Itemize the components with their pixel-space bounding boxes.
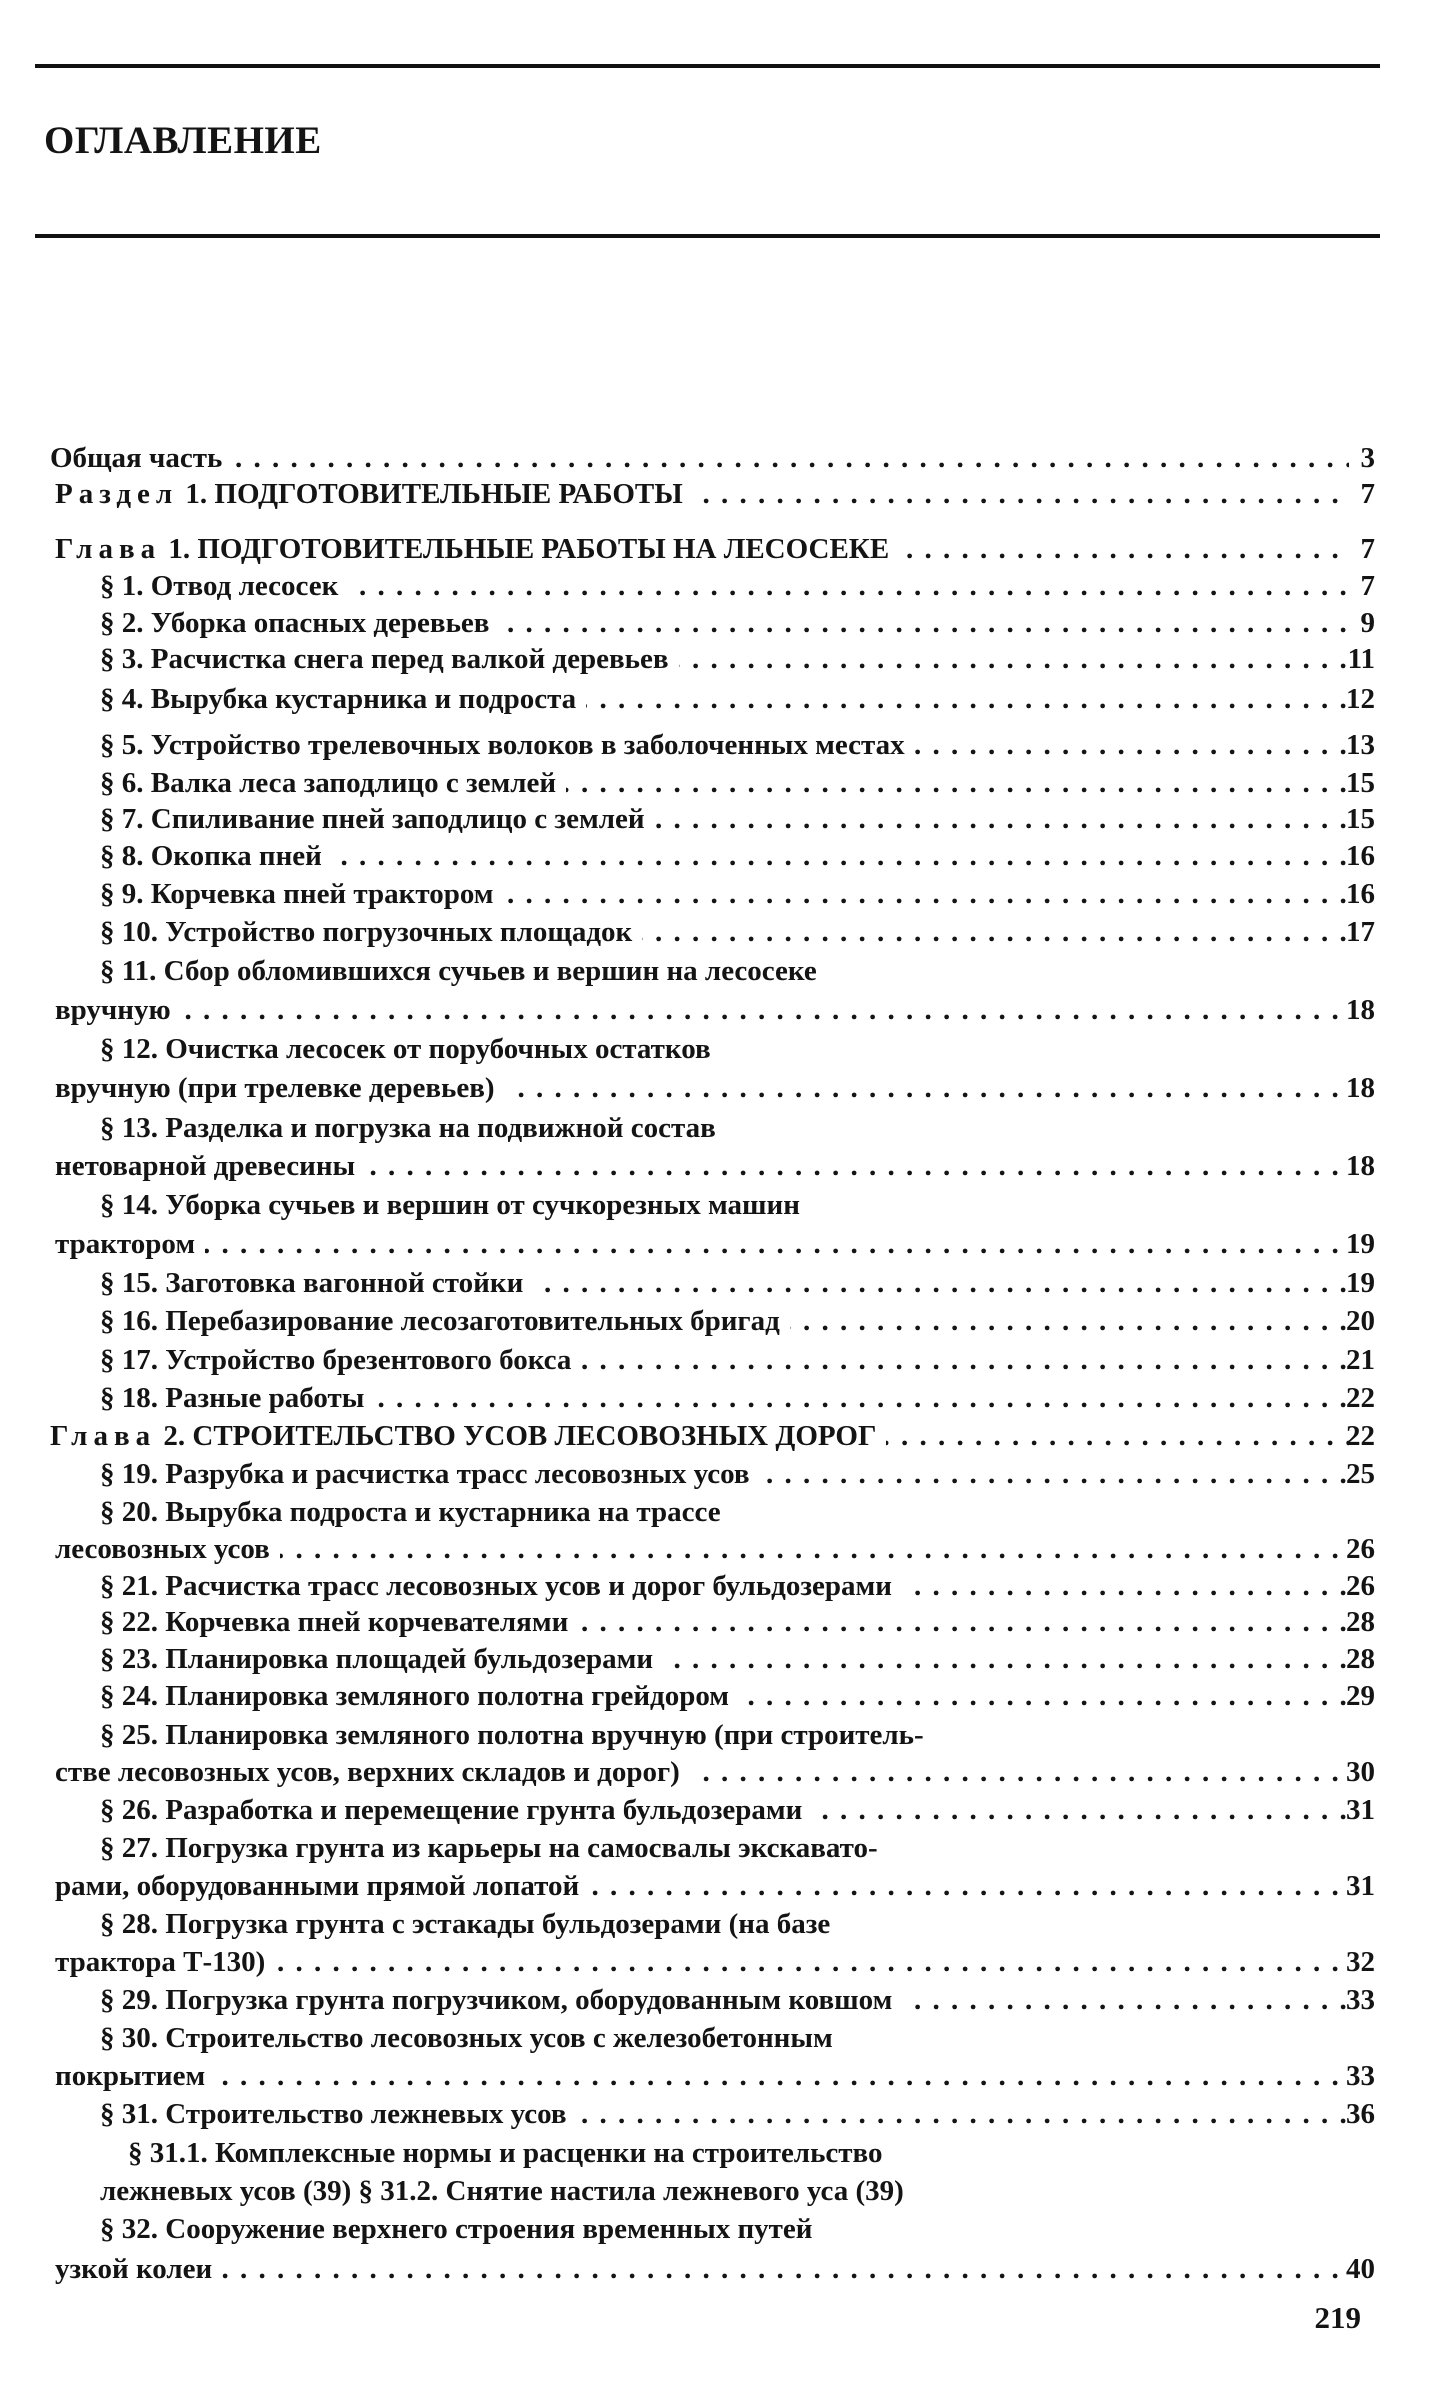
toc-entry-label: рами, оборудованными прямой лопатой bbox=[55, 1870, 580, 1902]
toc-entry-label: § 9. Корчевка пней трактором bbox=[100, 878, 494, 910]
toc-entry-label: § 26. Разработка и перемещение грунта бульдозерами bbox=[100, 1794, 803, 1826]
toc-entry-page: 25 bbox=[1346, 1458, 1375, 1490]
toc-entry bbox=[0, 914, 1429, 950]
page-number: 219 bbox=[1314, 2300, 1361, 2335]
toc-entry-label: § 15. Заготовка вагонной стойки bbox=[100, 1267, 524, 1299]
toc-entry bbox=[0, 1226, 1429, 1262]
page-title: ОГЛАВЛЕНИЕ bbox=[44, 119, 322, 162]
toc-entry bbox=[0, 681, 1429, 717]
toc-entry bbox=[0, 2096, 1429, 2132]
toc-entry-page: 30 bbox=[1346, 1756, 1375, 1788]
toc-entry-label: § 25. Планировка земляного полотна вручную (при строитель- bbox=[100, 1719, 924, 1751]
toc-entry bbox=[0, 1982, 1429, 2018]
toc-entry bbox=[0, 1070, 1429, 1106]
toc-entry-page: 11 bbox=[1347, 643, 1375, 675]
toc-entry-label: § 13. Разделка и погрузка на подвижной состав bbox=[100, 1112, 716, 1144]
toc-entry bbox=[0, 801, 1429, 837]
toc-entry-page: 15 bbox=[1346, 803, 1375, 835]
toc-entry-label: 1. ПОДГОТОВИТЕЛЬНЫЕ РАБОТЫ НА ЛЕСОСЕКЕ bbox=[168, 533, 890, 565]
toc-entry-page: 16 bbox=[1346, 840, 1375, 872]
toc-entry-label: трактора Т-130) bbox=[55, 1946, 266, 1978]
toc-entry-label: § 1. Отвод лесосек bbox=[100, 570, 339, 602]
toc-entry bbox=[0, 605, 1429, 641]
toc-entry bbox=[0, 1494, 1429, 1530]
toc-entry-label: лежневых усов (39) § 31.2. Снятие настила лежневого уса (39) bbox=[100, 2175, 904, 2207]
toc-entry bbox=[0, 2251, 1429, 2287]
toc-entry-label: § 7. Спиливание пней заподлицо с землей bbox=[100, 803, 645, 835]
toc-entry bbox=[0, 1303, 1429, 1339]
toc-entry-label: § 3. Расчистка снега перед валкой деревьев bbox=[100, 643, 669, 675]
toc-entry bbox=[0, 1110, 1429, 1146]
toc-entry-page: 40 bbox=[1346, 2253, 1375, 2285]
toc-entry bbox=[0, 1678, 1429, 1714]
toc-entry-label: § 18. Разные работы bbox=[100, 1382, 365, 1414]
toc-entry bbox=[0, 992, 1429, 1028]
toc-entry-label: трактором bbox=[55, 1228, 196, 1260]
toc-entry-page: 29 bbox=[1346, 1680, 1375, 1712]
toc-entry-label: § 21. Расчистка трасс лесовозных усов и дорог бульдозерами bbox=[100, 1570, 892, 1602]
toc-entry bbox=[0, 2173, 1429, 2209]
toc-entry-label: § 5. Устройство трелевочных волоков в заболоченных местах bbox=[100, 729, 905, 761]
toc-entry-label: вручную bbox=[55, 994, 171, 1026]
toc-entry bbox=[0, 1456, 1429, 1492]
toc-entry-prefix: Глава bbox=[50, 1420, 157, 1452]
toc-entry-page: 18 bbox=[1346, 1150, 1375, 1182]
toc-entry-label: § 23. Планировка площадей бульдозерами bbox=[100, 1643, 654, 1675]
toc-entry-label: § 11. Сбор обломившихся сучьев и вершин на лесосеке bbox=[100, 955, 817, 987]
toc-entry-prefix: Раздел bbox=[55, 478, 179, 510]
toc-entry-label: Общая часть bbox=[50, 442, 223, 474]
toc-entry-page: 20 bbox=[1346, 1305, 1375, 1337]
toc-entry-label: вручную (при трелевке деревьев) bbox=[55, 1072, 495, 1104]
toc-entry-page: 9 bbox=[1360, 607, 1375, 639]
toc-entry bbox=[0, 727, 1429, 763]
toc-entry-page: 31 bbox=[1346, 1794, 1375, 1826]
toc-entry-page: 15 bbox=[1346, 767, 1375, 799]
toc-entry bbox=[0, 1604, 1429, 1640]
toc-entry bbox=[0, 1754, 1429, 1790]
toc-entry bbox=[0, 1944, 1429, 1980]
toc-entry-label: § 31. Строительство лежневых усов bbox=[100, 2098, 567, 2130]
toc-entry bbox=[0, 1531, 1429, 1567]
toc-entry-label: § 29. Погрузка грунта погрузчиком, оборудованным ковшом bbox=[100, 1984, 893, 2016]
toc-entry-page: 18 bbox=[1346, 1072, 1375, 1104]
toc-entry bbox=[0, 1868, 1429, 1904]
toc-entry-label: § 24. Планировка земляного полотна грейдором bbox=[100, 1680, 730, 1712]
toc-entry-page: 19 bbox=[1346, 1267, 1375, 1299]
toc-entry-label: § 2. Уборка опасных деревьев bbox=[100, 607, 490, 639]
toc-entry-label: § 28. Погрузка грунта с эстакады бульдозерами (на базе bbox=[100, 1908, 831, 1940]
toc-entry bbox=[0, 1380, 1429, 1416]
toc-entry-label: § 16. Перебазирование лесозаготовительных бригад bbox=[100, 1305, 780, 1337]
toc-entry bbox=[0, 440, 1429, 476]
toc-entry bbox=[0, 838, 1429, 874]
toc-entry-page: 3 bbox=[1360, 442, 1375, 474]
toc-entry-label: стве лесовозных усов, верхних складов и дорог) bbox=[55, 1756, 680, 1788]
toc-entry bbox=[0, 641, 1429, 677]
toc-entry-page: 7 bbox=[1360, 533, 1375, 565]
toc-entry bbox=[0, 2211, 1429, 2247]
toc-entry-label: § 31.1. Комплексные нормы и расценки на строительство bbox=[128, 2137, 883, 2169]
toc-entry bbox=[0, 765, 1429, 801]
toc-entry-label: § 22. Корчевка пней корчевателями bbox=[100, 1606, 569, 1638]
toc-entry bbox=[0, 1830, 1429, 1866]
toc-entry-label: § 27. Погрузка грунта из карьеры на самосвалы экскавато- bbox=[100, 1832, 878, 1864]
toc-entry-label: покрытием bbox=[55, 2060, 206, 2092]
toc-entry-label: 2. СТРОИТЕЛЬСТВО УСОВ ЛЕСОВОЗНЫХ ДОРОГ bbox=[163, 1420, 877, 1452]
toc-entry bbox=[0, 476, 1429, 512]
toc-entry-label: § 17. Устройство брезентового бокса bbox=[100, 1344, 572, 1376]
toc-entry bbox=[0, 2020, 1429, 2056]
toc-entry-page: 7 bbox=[1360, 570, 1375, 602]
toc-entry-page: 22 bbox=[1346, 1420, 1375, 1452]
toc-entry-page: 19 bbox=[1346, 1228, 1375, 1260]
toc-entry-label: § 12. Очистка лесосек от порубочных остатков bbox=[100, 1033, 711, 1065]
toc-entry-page: 22 bbox=[1346, 1382, 1375, 1414]
toc-entry bbox=[0, 953, 1429, 989]
toc-entry-page: 36 bbox=[1346, 2098, 1375, 2130]
toc-entry-page: 17 bbox=[1346, 916, 1375, 948]
toc-entry-label: § 20. Вырубка подроста и кустарника на трассе bbox=[100, 1496, 721, 1528]
toc-entry-label: § 4. Вырубка кустарника и подроста bbox=[100, 683, 577, 715]
toc-entry-label: § 6. Валка леса заподлицо с землей bbox=[100, 767, 557, 799]
toc-entry bbox=[0, 1418, 1429, 1454]
toc-entry bbox=[0, 2058, 1429, 2094]
toc-entry-page: 33 bbox=[1346, 2060, 1375, 2092]
toc-entry-page: 28 bbox=[1346, 1606, 1375, 1638]
toc-entry bbox=[0, 1187, 1429, 1223]
toc-entry-label: узкой колеи bbox=[55, 2253, 213, 2285]
toc-entry-page: 26 bbox=[1346, 1533, 1375, 1565]
toc-entry-page: 16 bbox=[1346, 878, 1375, 910]
toc-entry-page: 18 bbox=[1346, 994, 1375, 1026]
toc-entry-page: 13 bbox=[1346, 729, 1375, 761]
toc-entry bbox=[0, 1792, 1429, 1828]
toc-entry-page: 12 bbox=[1346, 683, 1375, 715]
toc-entry-prefix: Глава bbox=[55, 533, 162, 565]
toc-entry bbox=[0, 1568, 1429, 1604]
toc-entry-label: § 10. Устройство погрузочных площадок bbox=[100, 916, 633, 948]
toc-entry bbox=[0, 1342, 1429, 1378]
toc-entry bbox=[0, 531, 1429, 567]
toc-entry-label: § 32. Сооружение верхнего строения временных путей bbox=[100, 2213, 813, 2245]
toc-entry bbox=[0, 1265, 1429, 1301]
toc-entry-label: лесовозных усов bbox=[55, 1533, 270, 1565]
toc-entry bbox=[0, 1031, 1429, 1067]
toc-entry bbox=[0, 876, 1429, 912]
toc-entry-page: 26 bbox=[1346, 1570, 1375, 1602]
toc-entry bbox=[0, 1148, 1429, 1184]
toc-entry-label: § 19. Разрубка и расчистка трасс лесовозных усов bbox=[100, 1458, 750, 1490]
toc-entry-label: § 30. Строительство лесовозных усов с железобетонным bbox=[100, 2022, 833, 2054]
toc-entry-page: 7 bbox=[1360, 478, 1375, 510]
toc-entry-label: § 14. Уборка сучьев и вершин от сучкорезных машин bbox=[100, 1189, 800, 1221]
toc-entry-label: 1. ПОДГОТОВИТЕЛЬНЫЕ РАБОТЫ bbox=[185, 478, 683, 510]
toc-entry bbox=[0, 2135, 1429, 2171]
toc-entry bbox=[0, 568, 1429, 604]
toc-entry-page: 32 bbox=[1346, 1946, 1375, 1978]
toc-entry-page: 33 bbox=[1346, 1984, 1375, 2016]
toc-entry-page: 28 bbox=[1346, 1643, 1375, 1675]
toc-entry-page: 21 bbox=[1346, 1344, 1375, 1376]
toc-entry bbox=[0, 1906, 1429, 1942]
toc-entry bbox=[0, 1641, 1429, 1677]
toc-entry-page: 31 bbox=[1346, 1870, 1375, 1902]
toc-entry bbox=[0, 1717, 1429, 1753]
toc-entry-label: нетоварной древесины bbox=[55, 1150, 356, 1182]
toc-entry-label: § 8. Окопка пней bbox=[100, 840, 322, 872]
